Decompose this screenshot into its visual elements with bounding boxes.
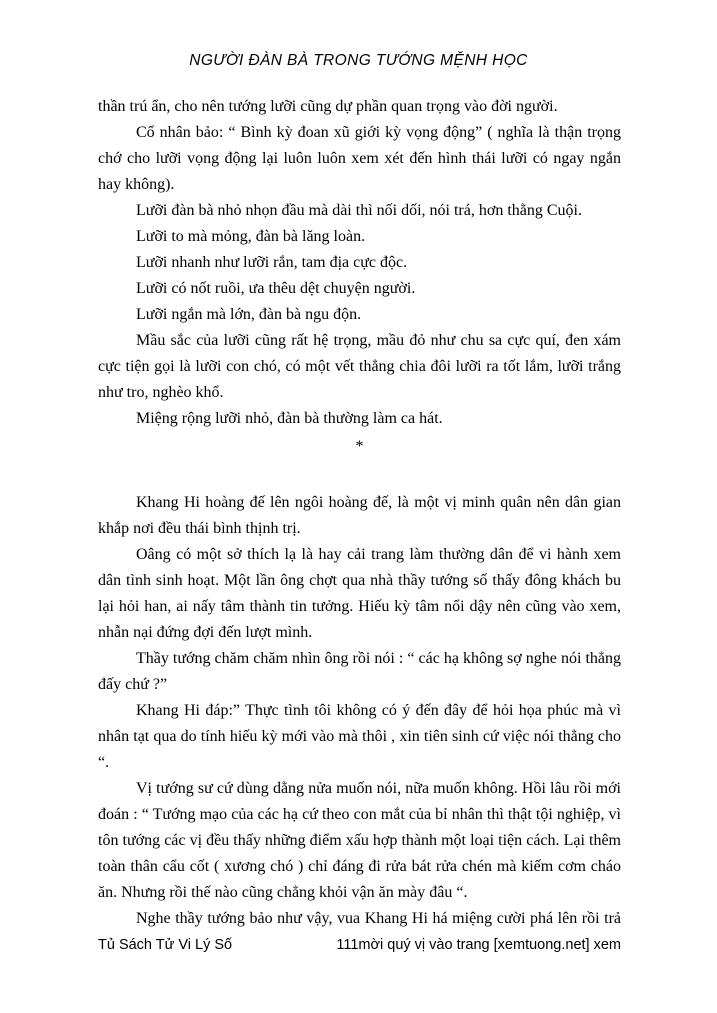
paragraph: Lưỡi có nốt ruồi, ưa thêu dệt chuyện người.: [136, 280, 416, 297]
paragraph: Cổ nhân bảo: “ Bình kỳ đoan xũ giới kỳ vọng động” ( nghĩa là thận trọng chớ cho lưỡi vọng động lại luôn luôn xem xét đến hình thái lưỡi có ngay ngắn hay không).: [98, 124, 621, 193]
footer-website-note: mời quý vị vào trang [xemtuong.net] xem: [358, 937, 621, 953]
paragraph: Lưỡi nhanh như lưỡi rắn, tam địa cực độc.: [136, 254, 408, 271]
page-number: 111: [336, 937, 359, 953]
page-content: [98, 94, 621, 932]
paragraph: Lưỡi đàn bà nhỏ nhọn đầu mà dài thì nối dối, nói trá, hơn thằng Cuội.: [136, 202, 582, 219]
paragraph: Lưỡi ngắn mà lớn, đàn bà ngu độn.: [136, 306, 362, 323]
paragraph: Mầu sắc của lưỡi cũng rất hệ trọng, mầu đỏ như chu sa cực quí, đen xám cực tiện gọi là lưỡi con chó, có một vết thẳng chia đôi lưỡi ra tốt lắm, lưỡi trắng như tro, nghèo khổ.: [98, 332, 621, 401]
paragraph: Miệng rộng lưỡi nhỏ, đàn bà thường làm ca hát.: [136, 410, 443, 427]
section-khang-hi-story: [98, 490, 621, 932]
paragraph: Khang Hi đáp:” Thực tình tôi không có ý đến đây để hỏi họa phúc mà vì nhân tạt qua do tính hiếu kỳ mới vào mà thôi , xin tiên sinh cứ việc nói thẳng cho “.: [98, 702, 621, 771]
paragraph: Vị tướng sư cứ dùng dằng nửa muốn nói, nữa muốn không. Hồi lâu rồi mới đoán : “ Tướng mạo của các hạ cứ theo con mắt của bỉ nhân thì thật tội nghiệp, vì tôn tướng các vị đều thấy những điểm xấu hợp thành một loại tiện cách. Lại thêm toàn thân cẩu cốt ( xương chó ) chỉ đáng đi rửa bát rửa chén mà kiếm cơm cháo ăn. Nhưng rồi thế nào cũng chẳng khỏi vận ăn mày đâu “.: [98, 780, 621, 901]
section-separator-asterisk: *: [355, 438, 364, 455]
paragraph: Lưỡi to mà mỏng, đàn bà lăng loàn.: [136, 228, 366, 245]
paragraph: Khang Hi hoàng đế lên ngôi hoàng đế, là một vị minh quân nên dân gian khắp nơi đều thái bình thịnh trị.: [98, 494, 621, 537]
section-tongue-physiognomy: [98, 94, 621, 432]
paragraph: Nghe thầy tướng bảo như vậy, vua Khang Hi há miệng cười phá lên rồi trả: [136, 910, 621, 927]
page-title: NGƯỜI ĐÀN BÀ TRONG TƯỚNG MỆNH HỌC: [189, 52, 528, 69]
footer-series-title: Tủ Sách Tử Vi Lý Số: [98, 937, 233, 953]
paragraph: Thầy tướng chăm chăm nhìn ông rồi nói : “ các hạ không sợ nghe nói thẳng đấy chứ ?”: [98, 650, 621, 693]
page-footer: [98, 937, 621, 953]
paragraph: thần trú ẩn, cho nên tướng lưỡi cũng dự phần quan trọng vào đời người.: [98, 98, 558, 115]
paragraph: Oâng có một sở thích lạ là hay cải trang làm thường dân để vi hành xem dân tình sinh hoạt. Một lần ông chợt qua nhà thầy tướng số thấy đông khách bu lại hỏi han, ai nấy tâm thành tin tưởng. Hiếu kỳ tâm nổi dậy nên cũng vào xem, nhẫn nại đứng đợi đến lượt mình.: [98, 546, 621, 641]
